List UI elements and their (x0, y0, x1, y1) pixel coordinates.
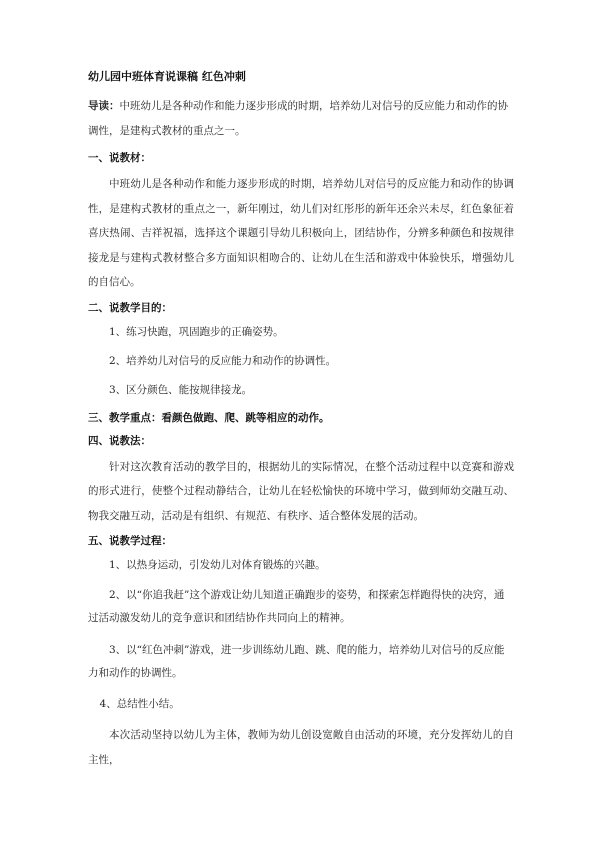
list-item: 3、区分颜色、能按规律接龙。 (109, 383, 253, 396)
document-title: 幼儿园中班体育说课稿 红色冲刺 (88, 70, 246, 83)
intro-text: 中班幼儿是各种动作和能力逐步形成的时期，培养幼儿对信号的反应能力和动作的协调性，是建构式教材的重点之一。 (88, 100, 508, 137)
intro-paragraph (88, 94, 514, 144)
document-page (88, 70, 514, 776)
section-heading-teaching-focus: 三、教学重点：看颜色做跑、爬、跳等相应的动作。 (88, 411, 330, 424)
list-item: 2、培养幼儿对信号的反应能力和动作的协调性。 (109, 354, 337, 367)
list-item: 1、以热身运动，引发幼儿对体育锻炼的兴趣。 (109, 559, 326, 571)
section-heading-teaching-goals: 二、说教学目的： (88, 301, 172, 314)
section-heading-teaching-material: 一、说教材： (88, 152, 151, 164)
section-heading-teaching-method: 四、说教法： (88, 434, 151, 447)
list-item: 3、以“红色冲刺”游戏，进一步训练幼儿跑、跳、爬的能力，培养幼儿对信号的反应能力和动作的协调性。 (88, 644, 505, 679)
section-heading-teaching-process: 五、说教学过程： (88, 535, 172, 547)
list-item: 2、以“你追我赶”这个游戏让幼儿知道正确跑步的姿势，和探索怎样跑得快的决窍，通过活动激发幼儿的竞争意识和团结协作共同向上的精神。 (88, 589, 505, 624)
section-paragraph: 中班幼儿是各种动作和能力逐步形成的时期，培养幼儿对信号的反应能力和动作的协调性，是建构式教材的重点之一，新年刚过，幼儿们对红彤彤的新年还余兴未尽，红色象征着喜庆热闹、吉祥祝福，选择这个课题引导幼儿积极向上，团结协作，分辨多种颜色和按规律接龙是与建构式教材整合多方面知识相吻合的、让幼儿在生活和游戏中体验快乐，增强幼儿的自信心。 (88, 178, 514, 288)
intro-lead: 导读： (88, 100, 120, 112)
list-item: 4、总结性小结。 (99, 698, 180, 710)
section-paragraph: 针对这次教育活动的教学目的，根据幼儿的实际情况，在整个活动过程中以竞赛和游戏的形式进行，使整个过程动静结合，让幼儿在轻松愉快的环境中学习，做到师幼交融互动、物我交融互动，活动是有组织、有规范、有秩序、适合整体发展的活动。 (88, 460, 514, 522)
section-paragraph: 本次活动坚持以幼儿为主体，教师为幼儿创设宽敞自由活动的环境，充分发挥幼儿的自主性， (88, 729, 514, 766)
list-item: 1、练习快跑，巩固跑步的正确姿势。 (109, 325, 284, 338)
